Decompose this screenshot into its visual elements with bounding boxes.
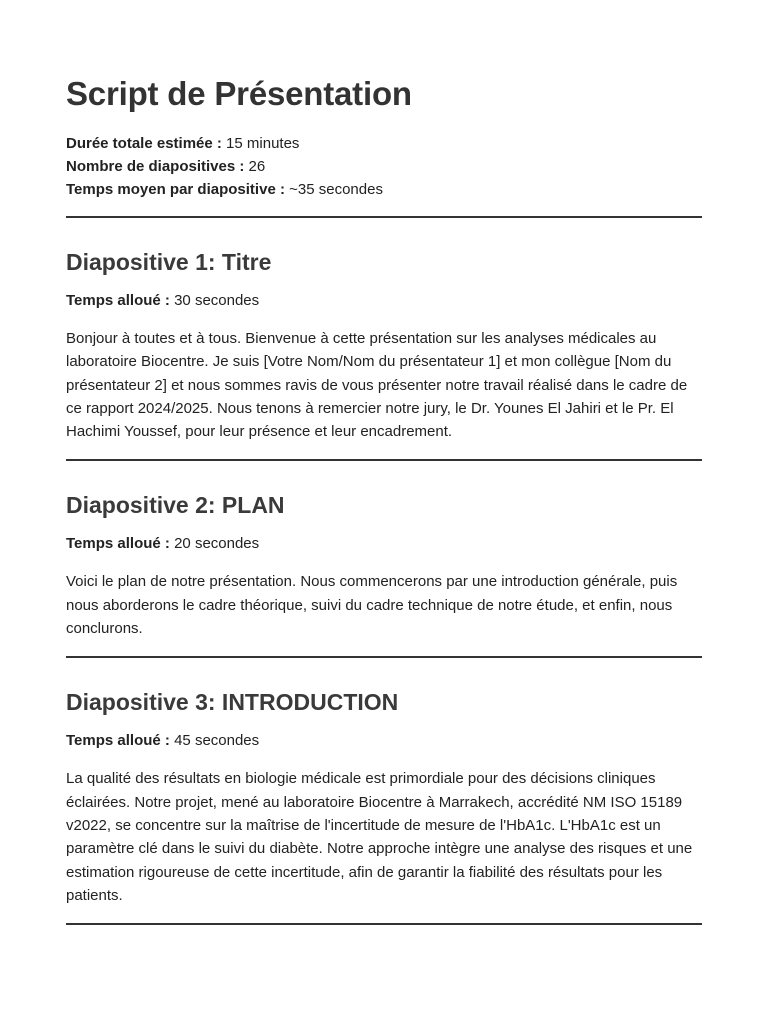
meta-average-time-value: ~35 secondes [284,181,383,198]
meta-slide-count [66,155,702,178]
meta-average-time [66,178,702,201]
slide-time-label: Temps alloué : [66,732,170,750]
presentation-meta [66,132,702,201]
slide-time-value: 30 secondes [169,292,260,309]
meta-duration [66,132,702,155]
slide-script: Voici le plan de notre présentation. Nous commencerons par une introduction générale, puis nous aborderons le cadre théorique, suivi du cadre technique de notre étude, et enfin, nous conclurons. [66,573,678,638]
slide-section-1 [66,246,702,461]
section-divider [66,923,702,925]
meta-duration-value: 15 minutes [221,135,300,152]
slide-title: Diapositive 2: PLAN [66,492,285,519]
slide-time-value: 20 secondes [169,535,260,553]
meta-duration-label: Durée totale estimée : [66,135,222,152]
slide-title: Diapositive 1: Titre [66,249,272,275]
slide-time-label: Temps alloué : [66,535,170,553]
section-divider [66,459,702,461]
slide-script: Bonjour à toutes et à tous. Bienvenue à cette présentation sur les analyses médicales au laboratoire Biocentre. Je suis [Votre Nom/Nom du présentateur 1] et mon collègue [Nom du présentateur 2] et nous sommes ravis de vous présenter notre travail réalisé dans le cadre de ce rapport 2024/2025. Nous tenons à remercier notre jury, le Dr. Younes El Jahiri et le Pr. El Hachimi Youssef, pour leur présence et leur encadrement. [66,330,688,441]
slide-time [66,730,702,752]
slide-time [66,533,702,555]
slide-section-2 [66,489,702,658]
slide-time [66,290,702,312]
meta-average-time-label: Temps moyen par diapositive : [66,181,285,198]
slide-time-value: 45 secondes [169,732,260,750]
page-title: Script de Présentation [66,75,412,112]
meta-slide-count-label: Nombre de diapositives : [66,158,245,175]
slide-script: La qualité des résultats en biologie médicale est primordiale pour des décisions cliniques éclairées. Notre projet, mené au laboratoire Biocentre à Marrakech, accrédité NM ISO 15189 v2022, se concentre sur la maîtrise de l'incertitude de mesure de l'HbA1c. L'HbA1c est un paramètre clé dans le suivi du diabète. Notre approche intègre une analyse des risques et une estimation rigoureuse de cette incertitude, afin de garantir la fiabilité des résultats pour les patients. [66,770,693,904]
slide-title: Diapositive 3: INTRODUCTION [66,689,399,716]
section-divider [66,216,702,218]
meta-slide-count-value: 26 [244,158,266,175]
slide-section-3 [66,686,702,925]
slide-time-label: Temps alloué : [66,292,170,309]
section-divider [66,656,702,658]
